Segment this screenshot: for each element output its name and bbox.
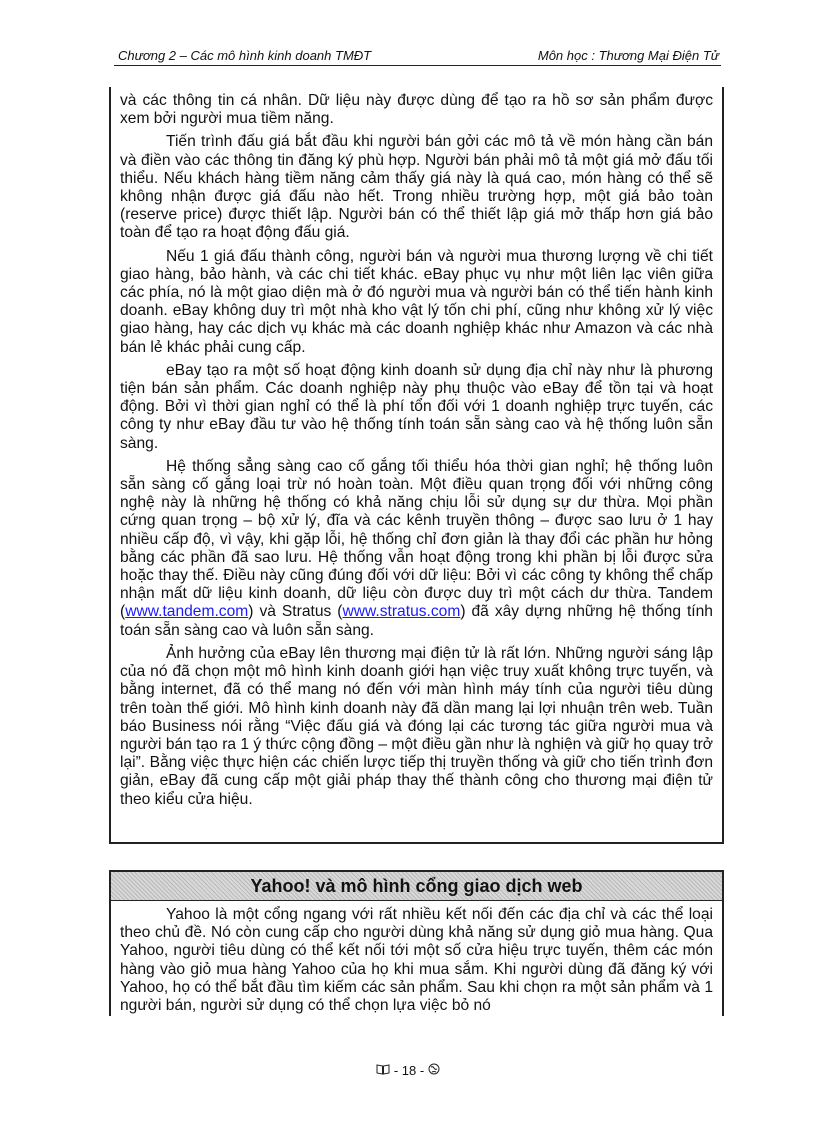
text: Hệ thống sẳng sàng cao cố gắng tối thiểu hóa thời gian nghỉ; hệ thống luôn sẵn sàng cố gắng loại trừ nó hoàn toàn. Một điều quan trọng đối với những công nghệ này là những hệ thống có khả năng chịu lỗi sử dụng sự dư thừa. Mọi phần cứng quan trọng – bộ xử lý, đĩa và các kênh truyền thông – được sao lưu ở 1 hay nhiều cấp độ, vì vậy, khi gặp lỗi, hệ thống chỉ đơn giản là thay đổi các phần hư hỏng bằng các phần đã sao lưu. Hệ thống vẫn hoạt động trong khi phần bị lỗi được sửa hoặc thay thế. Điều này cũng đúng đối với dữ liệu: Bởi vì các công ty không thể chấp nhận mất dữ liệu kinh doanh, dữ liệu còn được duy trì một cách dư thừa. Tandem ( <box>120 457 713 621</box>
ebay-section-box <box>109 87 724 844</box>
page-header <box>114 45 721 66</box>
header-chapter: Chương 2 – Các mô hình kinh doanh TMĐT <box>118 48 372 63</box>
tandem-link[interactable]: www.tandem.com <box>125 603 249 621</box>
section-content <box>111 901 722 1015</box>
paragraph: Ảnh hưởng của eBay lên thương mại điện tử là rất lớn. Những người sáng lập của nó đã chọn một mô hình kinh doanh giới hạn việc truy xuất không trực tuyến, và bằng internet, đã có thể mang nó đến với màn hình máy tính của người tiêu dùng trên toàn thế giới. Mô hình kinh doanh này đã dần mang lại lợi nhuận trên web. Tuần báo Business nói rằng “Việc đấu giá và đóng lại các tương tác giữa người mua và người bán tạo ra 1 ý thức cộng đồng – một điều gần như là nghiện và giữ họ quay trở lại”. Bằng việc thực hiện các chiến lược tiếp thị truyền thống và giữ cho tiến trình đơn giản, eBay đã cung cấp một giải pháp thay thế thành công cho thương mại điện tử theo kiểu cửa hiệu. <box>120 644 713 808</box>
stratus-link[interactable]: www.stratus.com <box>342 603 461 621</box>
paragraph: Tiến trình đấu giá bắt đầu khi người bán gởi các mô tả về món hàng cần bán và điền vào các thông tin đăng ký phù hợp. Người bán phải mô tả một giá mở đấu tối thiểu. Nếu khách hàng tiềm năng cảm thấy giá này là quá cao, món hàng có thể sẽ không nhận được giá đấu nào hết. Trong nhiều trường hợp, một giá bảo toàn (reserve price) được thiết lập. Người bán có thể thiết lập giá mở thấp hơn giá bảo toàn để tạo ra hoạt động đấu giá. <box>120 133 713 242</box>
page-number: - 18 - <box>393 1063 425 1079</box>
yahoo-section-box <box>109 870 724 1016</box>
paragraph: eBay tạo ra một số hoạt động kinh doanh sử dụng địa chỉ này như là phương tiện bán sản phẩm. Các doanh nghiệp này phụ thuộc vào eBay để tồn tại và hoạt động. Bởi vì thời gian nghỉ có thể là phí tổn đối với 1 doanh nghiệp trực tuyến, các công ty như eBay đầu tư vào hệ thống tính toán sẵn sàng cao và hệ thống luôn sẵn sàng. <box>120 361 713 452</box>
paragraph: Yahoo là một cổng ngang với rất nhiều kết nối đến các địa chỉ và các thể loại theo chủ đề. Nó còn cung cấp cho người dùng khả năng sử dụng giỏ mua hàng. Qua Yahoo, người tiêu dùng có thể kết nối tới một số cửa hiệu trực tuyến, thêm các món hàng vào giỏ mua hàng Yahoo của họ khi mua sắm. Khi người dùng đã đăng ký với Yahoo, họ có thể bắt đầu tìm kiếm các sản phẩm. Sau khi chọn ra một sản phẩm và 1 người bán, người sử dụng có thể chọn lựa việc bỏ nó <box>120 906 713 1015</box>
paragraph: và các thông tin cá nhân. Dữ liệu này được dùng để tạo ra hồ sơ sản phẩm được xem bởi người mua tiềm năng. <box>120 92 713 128</box>
header-course: Môn học : Thương Mại Điện Tử <box>537 48 719 63</box>
book-icon <box>376 1064 390 1078</box>
section-title: Yahoo! và mô hình cổng giao dịch web <box>111 870 722 901</box>
paragraph-with-links <box>120 458 713 640</box>
paragraph: Nếu 1 giá đấu thành công, người bán và người mua thương lượng về chi tiết giao hàng, bảo hành, và các chi tiết khác. eBay phục vụ như một liên lạc viên giữa các phía, nó là một giao diện mà ở đó người mua và người bán có thể tiến hành kinh doanh. eBay không duy trì một nhà kho vật lý tốn chi phí, cũng như không xử lý việc giao hàng, hay các dịch vụ khác mà các doanh nghiệp khác như Amazon và các nhà bán lẻ khác phải cung cấp. <box>120 247 713 356</box>
page-footer <box>0 1062 816 1078</box>
globe-icon <box>428 1063 440 1078</box>
text: ) đã xây dựng những hệ thống tính toán sẵn sàng cao và luôn sẵn sàng. <box>120 603 713 639</box>
text: ) và Stratus ( <box>248 603 343 621</box>
